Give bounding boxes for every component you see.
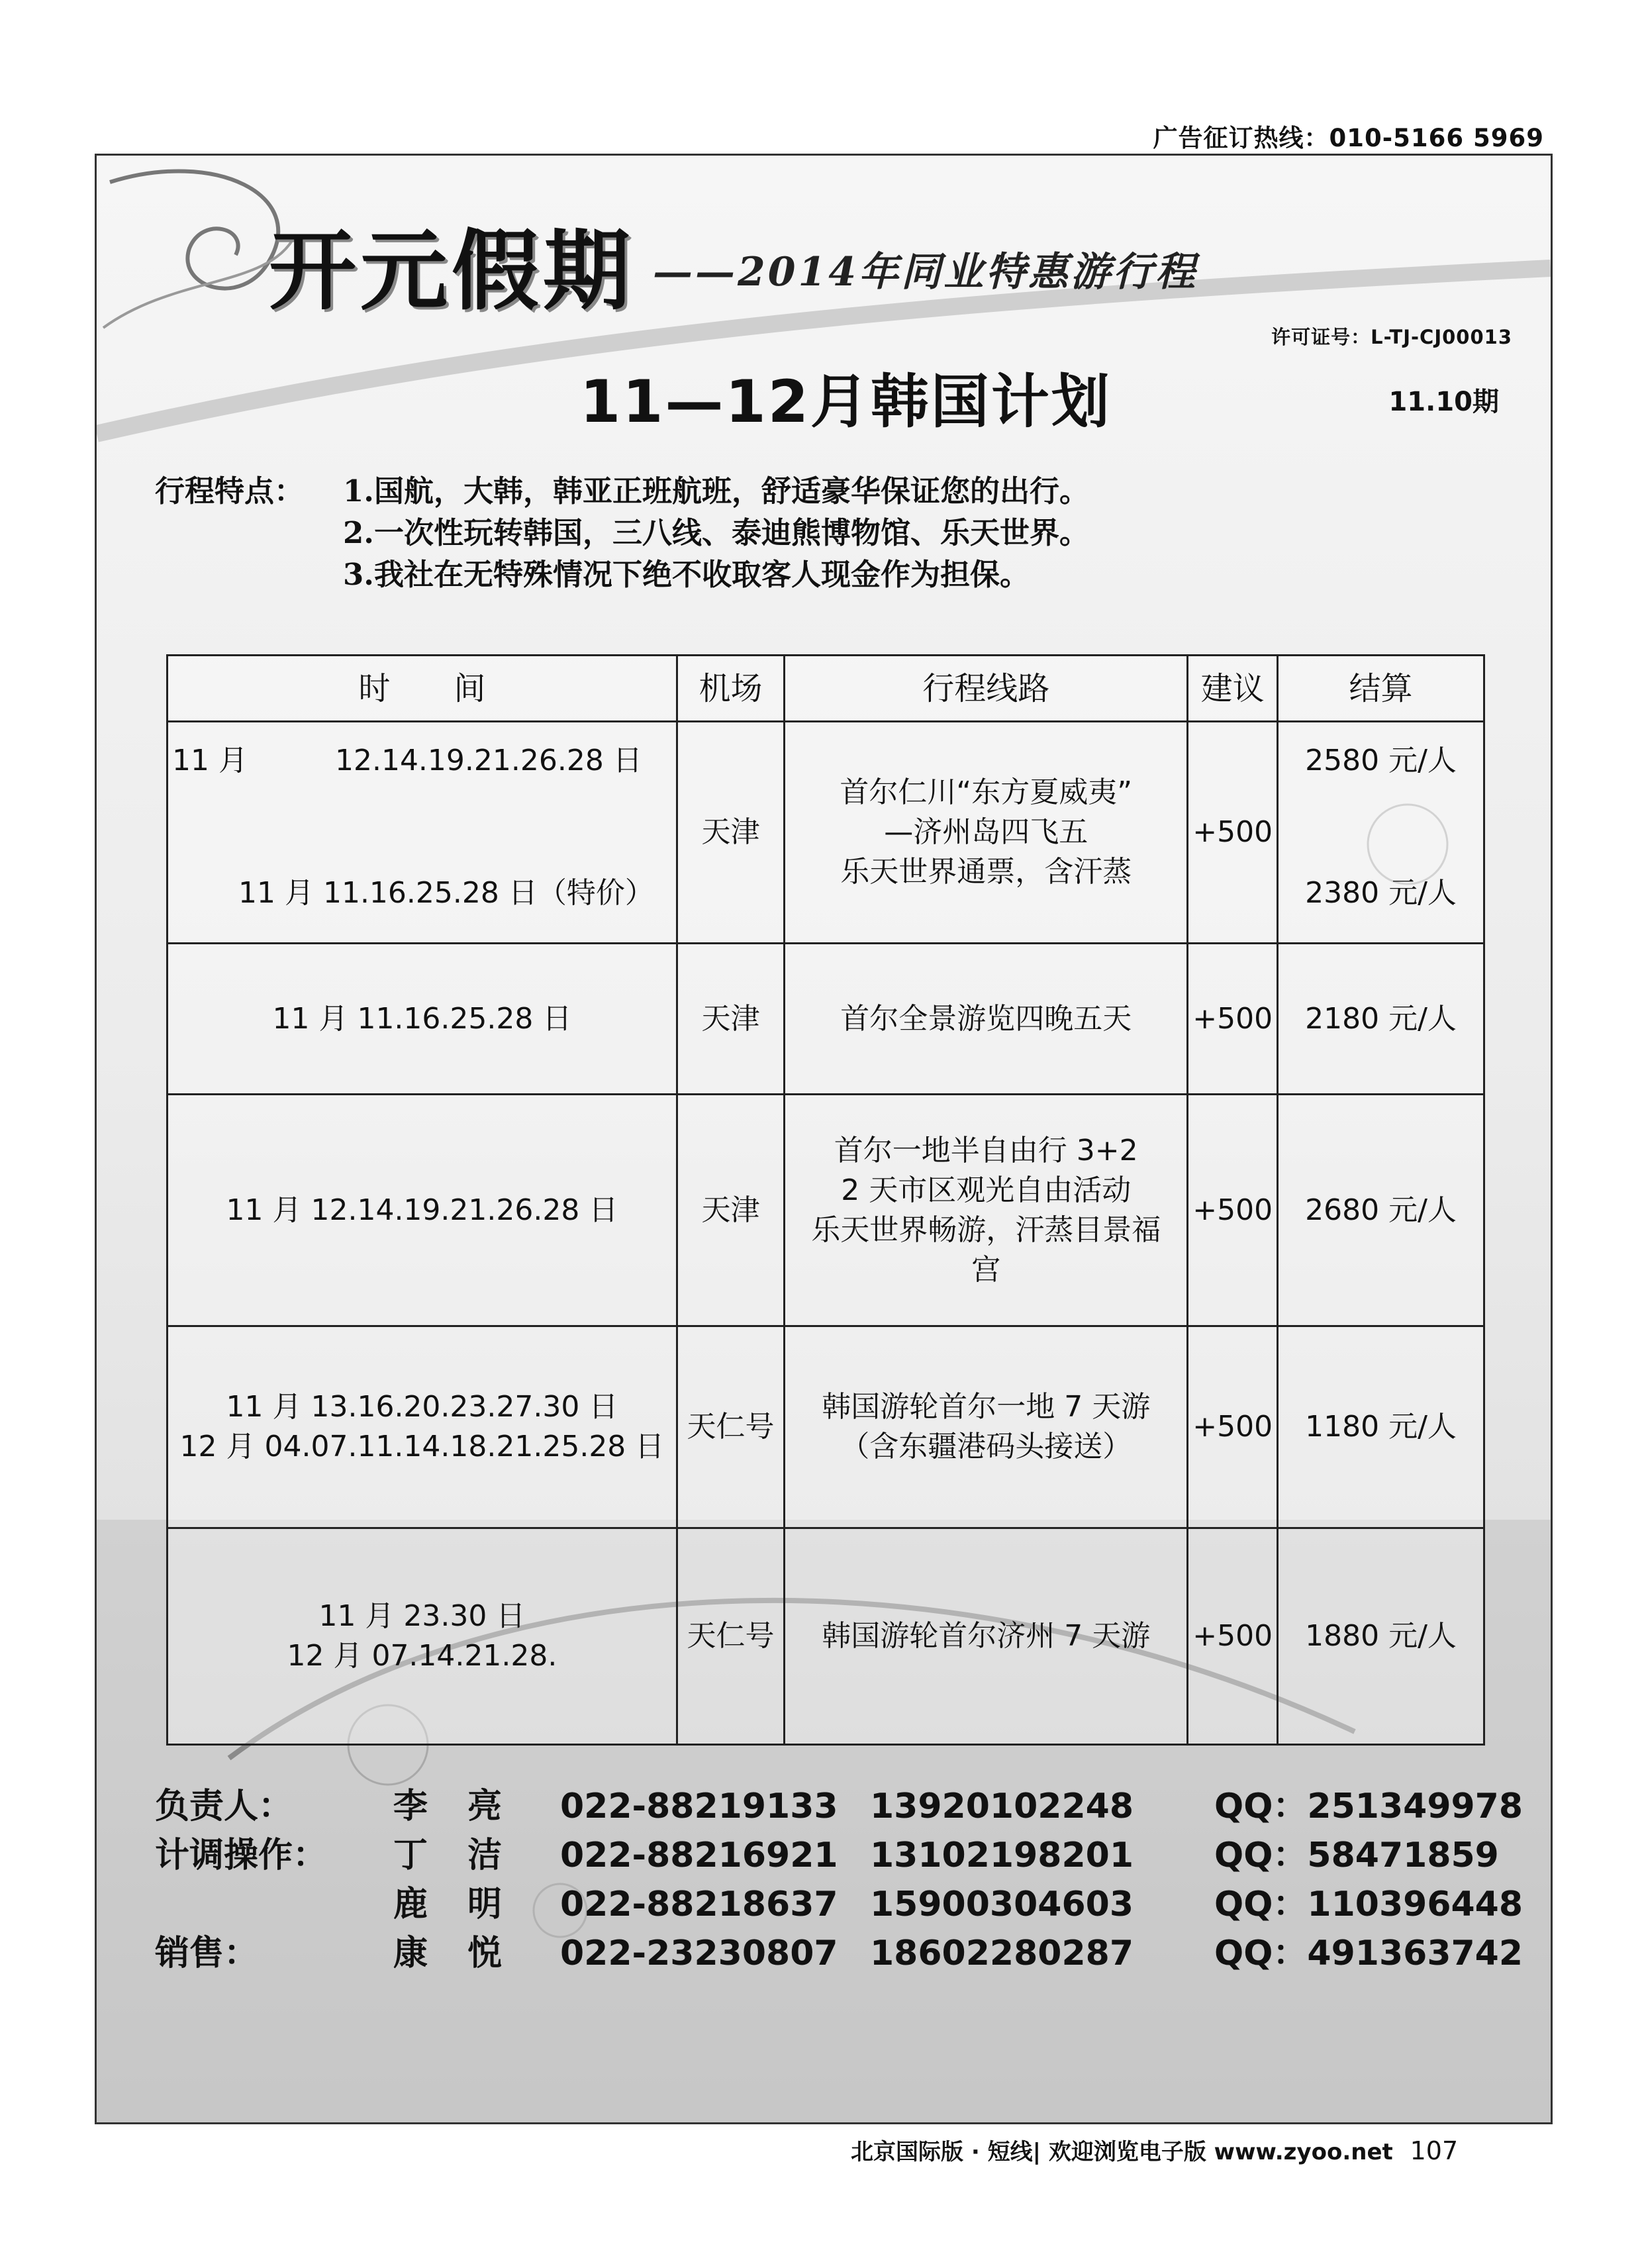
- feature-item: 2.一次性玩转韩国，三八线、泰迪熊博物馆、乐天世界。: [343, 515, 1089, 550]
- price-cell: [1278, 1528, 1484, 1745]
- price-cell: [1278, 1095, 1484, 1326]
- issue-number: 11.10期: [1388, 387, 1499, 417]
- time-line: 12 月 07.14.21.28.: [287, 1639, 557, 1673]
- table-row: [168, 1528, 1484, 1745]
- route-line: 首尔全景游览四晚五天: [840, 1001, 1132, 1036]
- price-cell: [1278, 722, 1484, 944]
- price-line: 2180 元/人: [1305, 1001, 1457, 1036]
- ad-hotline: 广告征订热线：010-5166 5969: [1153, 124, 1544, 152]
- header-time: 时 间: [168, 656, 677, 722]
- suggest-cell: +500: [1188, 944, 1278, 1095]
- airport-cell: 天津: [677, 722, 784, 944]
- contact-mobile: 13920102248: [870, 1787, 1134, 1826]
- table-row: [168, 1095, 1484, 1326]
- footer-text: 北京国际版 · 短线| 欢迎浏览电子版 www.zyoo.net: [851, 2139, 1393, 2165]
- route-line: 首尔仁川“东方夏威夷”: [840, 775, 1133, 809]
- contact-qq: QQ：58471859: [1214, 1836, 1499, 1875]
- page-number: 107: [1410, 2136, 1459, 2165]
- schedule-table: [166, 654, 1485, 1746]
- contact-mobile: 15900304603: [870, 1885, 1134, 1924]
- time-line: 11 月 12.14.19.21.26.28 日: [172, 744, 642, 777]
- features-label: 行程特点：: [155, 473, 305, 509]
- contact-name: 丁洁: [393, 1836, 542, 1875]
- contact-phone: 022-88216921: [560, 1836, 838, 1875]
- contact-phone: 022-88218637: [560, 1885, 838, 1924]
- table-row: [168, 722, 1484, 944]
- price-line: 1880 元/人: [1305, 1619, 1457, 1653]
- route-line: （含东疆港码头接送）: [840, 1430, 1132, 1463]
- suggest-cell: +500: [1188, 1528, 1278, 1745]
- route-line: 2 天市区观光自由活动: [841, 1173, 1132, 1207]
- route-cell: [785, 722, 1188, 944]
- license-number: 许可证号：L-TJ-CJ00013: [1271, 326, 1512, 348]
- price-cell: [1278, 1326, 1484, 1528]
- price-cell: [1278, 944, 1484, 1095]
- route-line: 首尔一地半自由行 3+2: [834, 1133, 1138, 1167]
- contact-phone: 022-23230807: [560, 1934, 838, 1973]
- time-cell: [168, 1528, 677, 1745]
- price-line: 1180 元/人: [1305, 1410, 1457, 1444]
- table-header-row: [168, 656, 1484, 722]
- header-route: 行程线路: [785, 656, 1188, 722]
- route-line: —济州岛四飞五: [884, 815, 1088, 849]
- brand-subtitle: ——2014年同业特惠游行程: [653, 249, 1198, 295]
- contact-mobile: 13102198201: [870, 1836, 1134, 1875]
- time-line: 11 月 11.16.25.28 日: [272, 1001, 572, 1036]
- header-airport: 机场: [677, 656, 784, 722]
- time-cell: [168, 944, 677, 1095]
- route-line: 韩国游轮首尔济州 7 天游: [822, 1619, 1151, 1653]
- time-line: 12 月 04.07.11.14.18.21.25.28 日: [179, 1430, 665, 1463]
- airport-cell: 天仁号: [677, 1528, 784, 1745]
- route-cell: [785, 1095, 1188, 1326]
- contact-name: 李亮: [393, 1787, 542, 1826]
- table-row: [168, 1326, 1484, 1528]
- contact-role: 计调操作：: [155, 1836, 328, 1875]
- airport-cell: 天津: [677, 1095, 784, 1326]
- feature-item: 3.我社在无特殊情况下绝不收取客人现金作为担保。: [343, 557, 1030, 592]
- time-cell: [168, 1095, 677, 1326]
- route-cell: [785, 944, 1188, 1095]
- table-row: [168, 944, 1484, 1095]
- route-line: 乐天世界通票，含汗蒸: [840, 855, 1132, 889]
- time-line: 11 月 13.16.20.23.27.30 日: [226, 1390, 618, 1424]
- contact-qq: QQ：491363742: [1214, 1934, 1523, 1973]
- airport-cell: 天津: [677, 944, 784, 1095]
- time-cell: [168, 722, 677, 944]
- time-line: 11 月 12.14.19.21.26.28 日: [226, 1193, 618, 1227]
- time-cell: [168, 1326, 677, 1528]
- price-line: 2580 元/人: [1305, 744, 1457, 777]
- route-line: 宫: [971, 1252, 1001, 1287]
- page-frame: [95, 154, 1553, 2124]
- contact-qq: QQ：251349978: [1214, 1787, 1523, 1826]
- contact-name: 康悦: [393, 1934, 542, 1973]
- suggest-cell: +500: [1188, 722, 1278, 944]
- route-cell: [785, 1528, 1188, 1745]
- time-line: 11 月 23.30 日: [318, 1599, 526, 1633]
- page-footer: [851, 2134, 1458, 2166]
- price-line: 2680 元/人: [1305, 1193, 1457, 1227]
- feature-item: 1.国航，大韩，韩亚正班航班，舒适豪华保证您的出行。: [343, 473, 1089, 509]
- contact-mobile: 18602280287: [870, 1934, 1134, 1973]
- contact-role: 销售：: [155, 1934, 259, 1973]
- airport-cell: 天仁号: [677, 1326, 784, 1528]
- contact-phone: 022-88219133: [560, 1787, 838, 1826]
- features-list: [343, 470, 1089, 595]
- brand-name: 开元假期: [269, 220, 634, 322]
- route-line: 韩国游轮首尔一地 7 天游: [822, 1390, 1151, 1424]
- contact-qq: QQ：110396448: [1214, 1885, 1523, 1924]
- header-price: 结算: [1278, 656, 1484, 722]
- suggest-cell: +500: [1188, 1095, 1278, 1326]
- time-line: 11 月 11.16.25.28 日（特价）: [238, 876, 654, 910]
- contact-name: 鹿明: [393, 1885, 542, 1924]
- plan-title: 11—12月韩国计划: [580, 368, 1112, 436]
- price-line: 2380 元/人: [1305, 876, 1457, 910]
- contact-role: 负责人：: [155, 1787, 293, 1826]
- route-line: 乐天世界畅游，汗蒸目景福: [811, 1212, 1161, 1247]
- suggest-cell: +500: [1188, 1326, 1278, 1528]
- route-cell: [785, 1326, 1188, 1528]
- header-suggest: 建议: [1188, 656, 1278, 722]
